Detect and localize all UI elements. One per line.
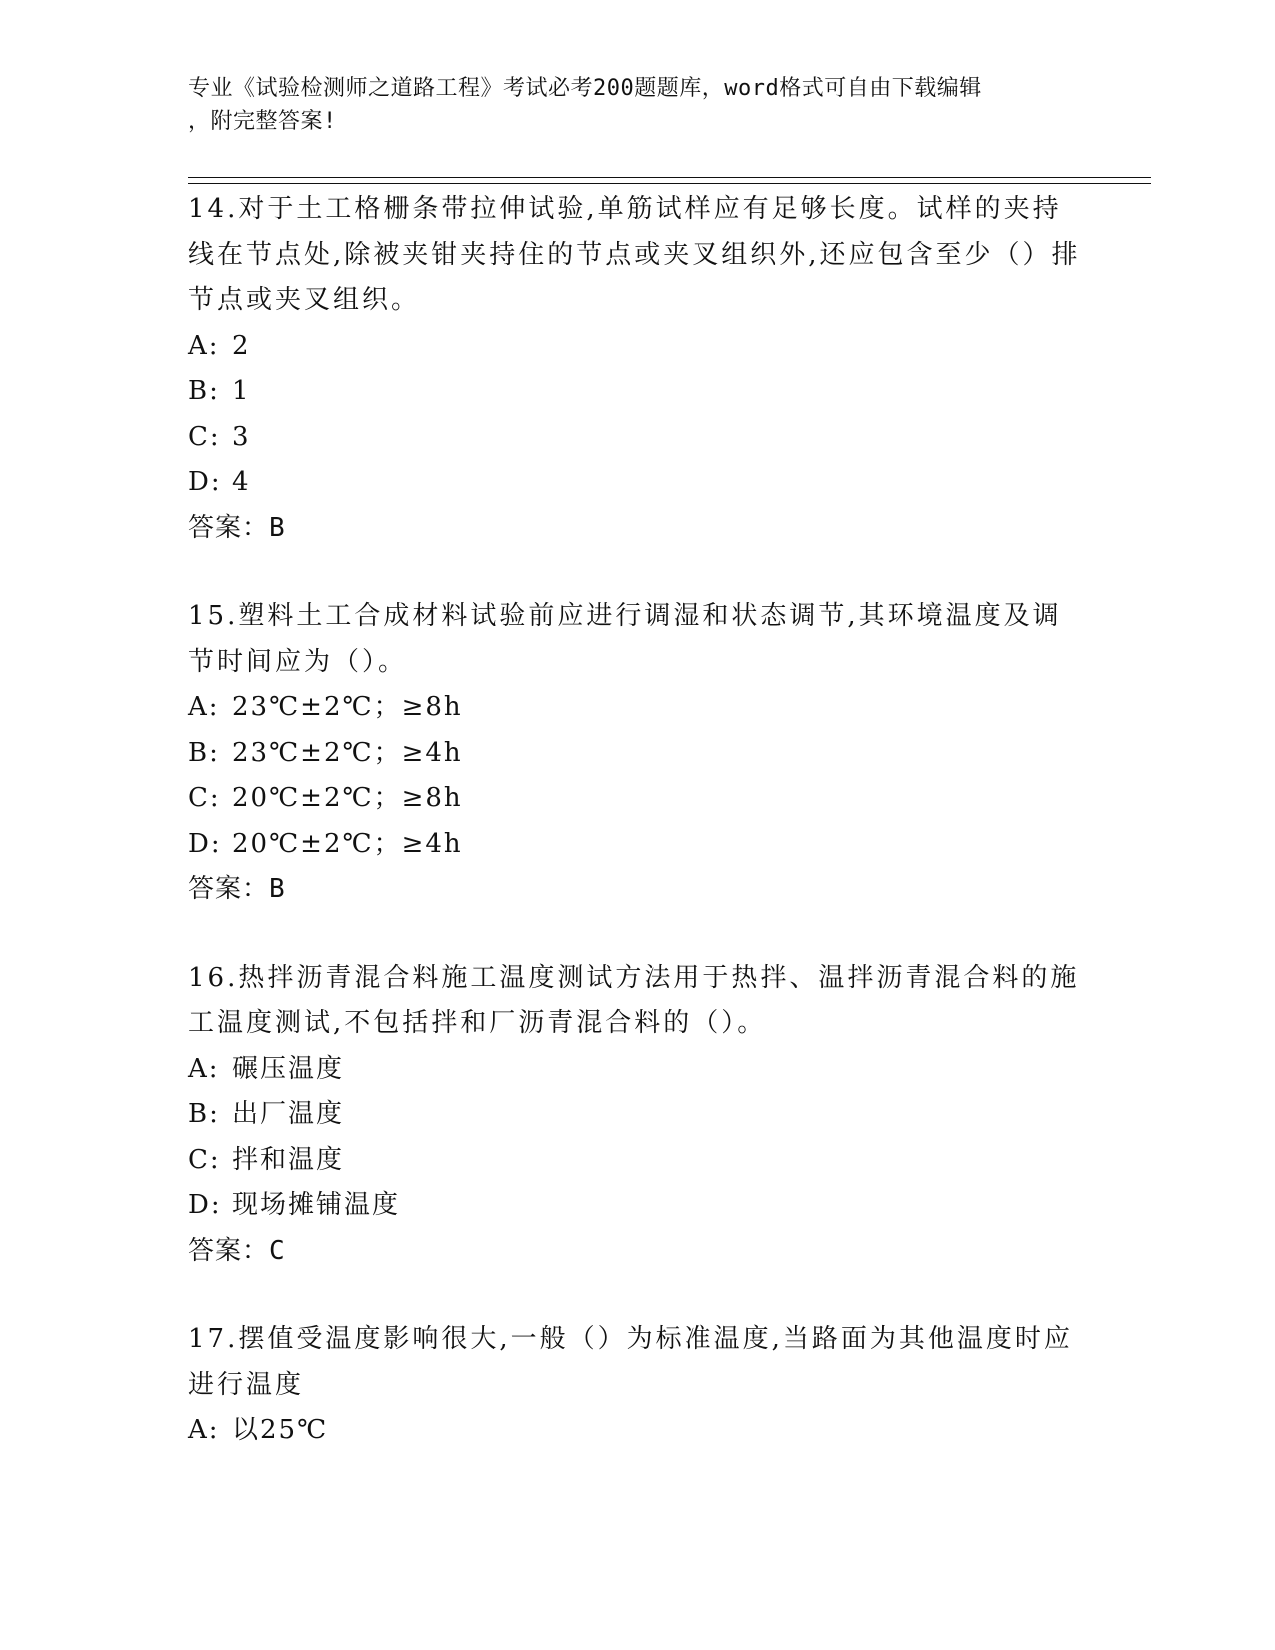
- option-a: [188, 324, 1088, 370]
- question-text: 15.塑料土工合成材料试验前应进行调湿和状态调节,其环境温度及调节时间应为（）。: [188, 601, 1062, 677]
- option-c: [188, 776, 1088, 822]
- option-letter: C:: [188, 1144, 221, 1175]
- option-value: 23℃±2℃；≥4h: [232, 737, 463, 768]
- option-d: [188, 822, 1088, 868]
- option-letter: D:: [188, 828, 222, 859]
- option-value: 拌和温度: [232, 1144, 345, 1175]
- option-value: 1: [232, 376, 251, 406]
- option-letter: A:: [188, 692, 220, 722]
- question-list: [188, 187, 1088, 1454]
- header-title-line-1: 专业《试验检测师之道路工程》考试必考200题题库，word格式可自由下载编辑: [188, 76, 982, 101]
- option-letter: B:: [188, 376, 220, 406]
- option-value: 现场摊铺温度: [232, 1190, 401, 1220]
- option-letter: A:: [188, 330, 220, 361]
- question-text: 17.摆值受温度影响很大,一般（）为标准温度,当路面为其他温度时应进行温度: [188, 1324, 1073, 1400]
- answer-line: 答案：B: [188, 512, 286, 543]
- option-d: [188, 460, 1088, 506]
- option-value: 23℃±2℃；≥8h: [232, 692, 463, 722]
- option-b: [188, 1092, 1088, 1138]
- option-value: 3: [232, 421, 251, 452]
- option-a: [188, 1047, 1088, 1093]
- option-value: 出厂温度: [232, 1099, 345, 1129]
- question-text: 16.热拌沥青混合料施工温度测试方法用于热拌、温拌沥青混合料的施工温度测试,不包括拌和厂沥青混合料的（）。: [188, 962, 1080, 1038]
- answer-line: 答案：B: [188, 874, 286, 904]
- header-divider-bottom: [188, 183, 1151, 184]
- option-a: [188, 685, 1088, 731]
- option-letter: C:: [188, 783, 221, 813]
- question-text: 14.对于土工格栅条带拉伸试验,单筋试样应有足够长度。试样的夹持线在节点处,除被夹钳夹持住的节点或夹叉组织外,还应包含至少（）排节点或夹叉组织。: [188, 194, 1081, 315]
- option-b: [188, 369, 1088, 415]
- option-letter: B:: [188, 737, 220, 768]
- header-title-line-2: ，附完整答案!: [188, 109, 337, 134]
- option-value: 20℃±2℃；≥8h: [232, 783, 463, 813]
- option-b: [188, 731, 1088, 777]
- option-value: 以25℃: [232, 1415, 329, 1445]
- option-letter: D:: [188, 467, 222, 497]
- question-15: [188, 594, 1088, 913]
- header-divider-top: [188, 177, 1151, 178]
- document-header: [188, 72, 1068, 138]
- option-c: [188, 1138, 1088, 1184]
- answer-line: 答案：C: [188, 1235, 286, 1266]
- option-c: [188, 415, 1088, 461]
- option-letter: D:: [188, 1190, 222, 1220]
- option-value: 20℃±2℃；≥4h: [232, 828, 463, 859]
- option-value: 碾压温度: [232, 1053, 345, 1084]
- option-value: 4: [232, 467, 251, 497]
- option-letter: C:: [188, 421, 221, 452]
- question-16: [188, 956, 1088, 1275]
- option-letter: A:: [188, 1053, 220, 1084]
- option-letter: A:: [188, 1415, 220, 1445]
- option-d: [188, 1183, 1088, 1229]
- option-letter: B:: [188, 1099, 220, 1129]
- question-14: [188, 187, 1088, 551]
- question-17: [188, 1317, 1088, 1454]
- option-value: 2: [232, 330, 251, 361]
- option-a: [188, 1408, 1088, 1454]
